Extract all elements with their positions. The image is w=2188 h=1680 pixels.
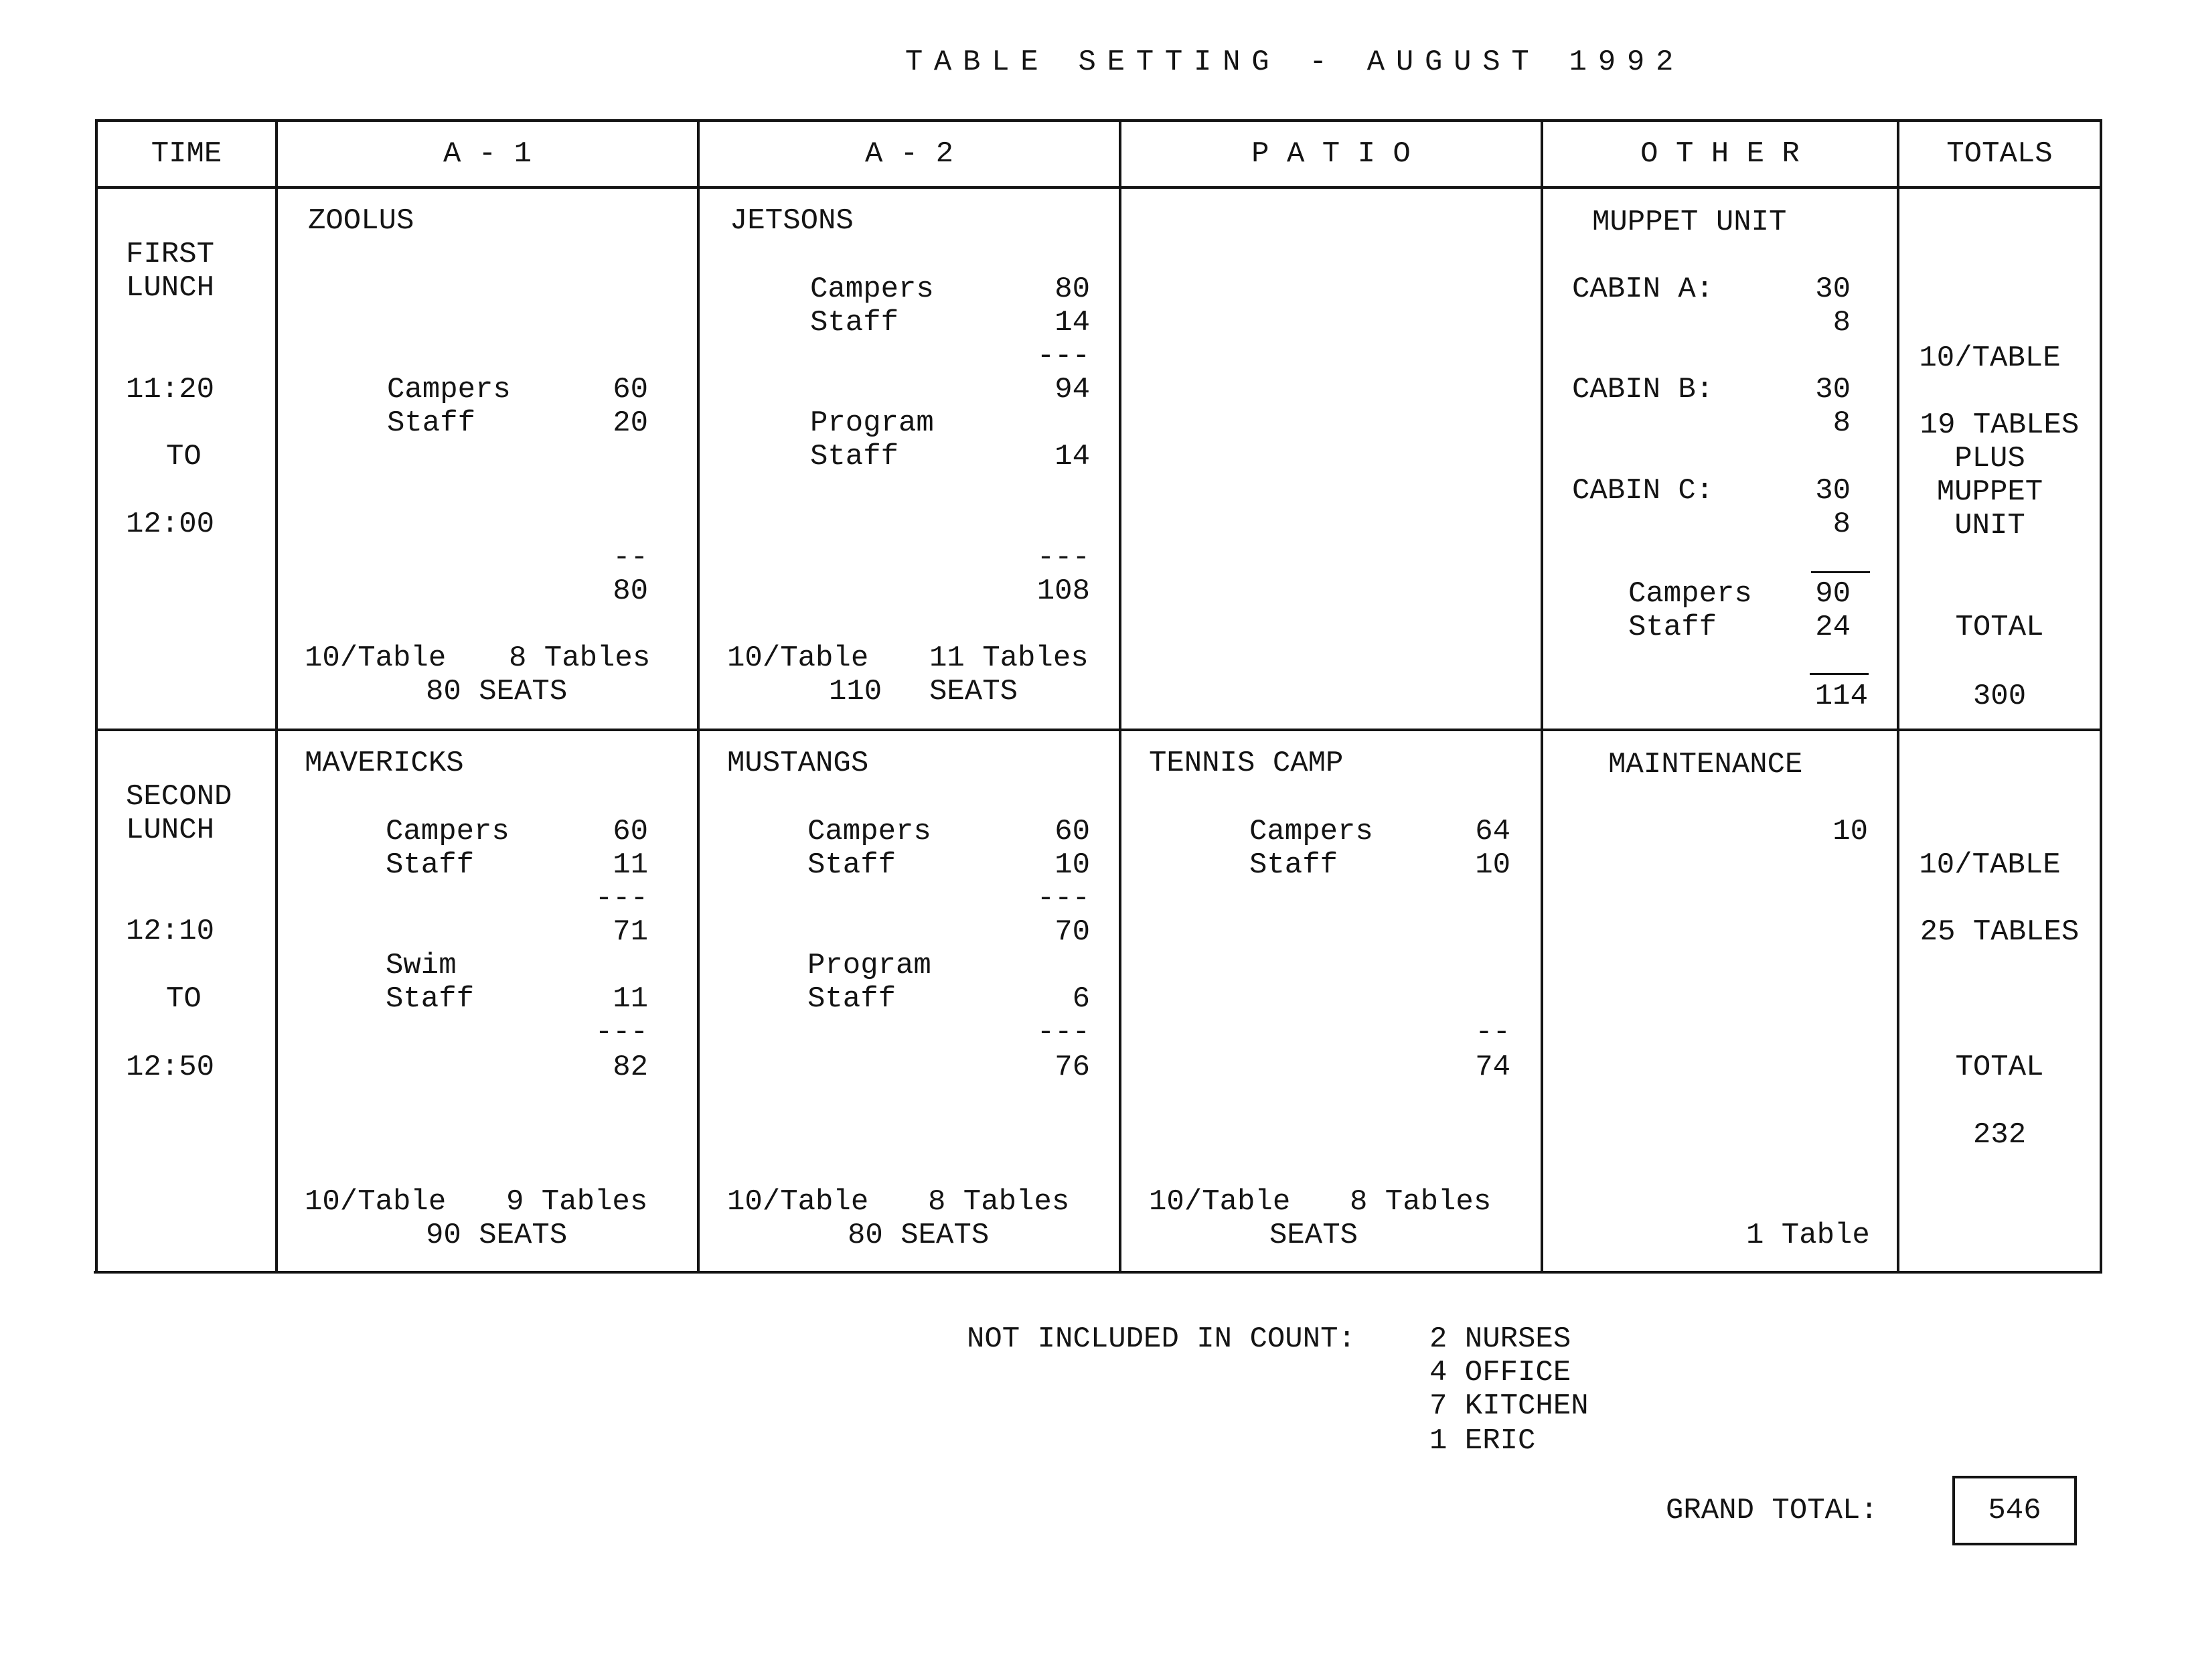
first-other-staff-label: Staff bbox=[1628, 611, 1717, 644]
first-totals-plus: PLUS bbox=[1954, 442, 2025, 475]
first-a2-subtotal-rule: --- bbox=[1036, 339, 1090, 373]
first-lunch-label-1: FIRST bbox=[126, 238, 215, 271]
first-a2-campers-label: Campers bbox=[810, 273, 934, 306]
first-a2-seats-count: 110 bbox=[829, 675, 882, 708]
cabin-b-label: CABIN B: bbox=[1572, 373, 1714, 406]
cabin-b-staff: 8 bbox=[1832, 406, 1851, 440]
first-a1-staff-label: Staff bbox=[387, 406, 476, 440]
cabin-c-label: CABIN C: bbox=[1572, 474, 1714, 508]
first-a2-subtotal: 94 bbox=[1054, 373, 1090, 406]
second-a2-staff-count: 10 bbox=[1054, 848, 1090, 882]
grand-total-label: GRAND TOTAL: bbox=[1666, 1494, 1878, 1527]
second-patio-campers-label: Campers bbox=[1249, 815, 1373, 848]
first-a2-program-staff-count: 14 bbox=[1054, 440, 1090, 473]
first-a2-program-staff-label: Staff bbox=[810, 440, 899, 473]
first-totals-tables: 19 TABLES bbox=[1920, 408, 2080, 442]
second-a2-sum-rule: --- bbox=[1036, 1016, 1090, 1049]
first-lunch-label-2: LUNCH bbox=[126, 271, 215, 305]
first-a1-total: 80 bbox=[613, 575, 648, 608]
table-border-right bbox=[2100, 119, 2102, 1274]
second-a1-total: 82 bbox=[613, 1051, 648, 1084]
first-other-campers-count: 90 bbox=[1815, 577, 1851, 611]
first-a2-campers-count: 80 bbox=[1054, 273, 1090, 306]
first-a1-campers-label: Campers bbox=[387, 373, 511, 406]
first-a2-sum-rule: --- bbox=[1036, 541, 1090, 575]
header-a1: A - 1 bbox=[443, 137, 532, 171]
column-divider-time bbox=[275, 119, 278, 1274]
not-included-item: 4 OFFICE bbox=[1429, 1356, 1571, 1389]
first-other-group-name: MUPPET UNIT bbox=[1592, 206, 1787, 239]
header-totals: TOTALS bbox=[1946, 137, 2053, 171]
second-a2-program-staff-label: Staff bbox=[807, 982, 896, 1016]
not-included-item: 2 NURSES bbox=[1429, 1322, 1571, 1356]
header-a2: A - 2 bbox=[864, 137, 954, 171]
second-lunch-label-1: SECOND bbox=[126, 780, 232, 814]
second-a2-campers-count: 60 bbox=[1054, 815, 1090, 848]
second-lunch-label-2: LUNCH bbox=[126, 814, 215, 847]
first-a2-per-table: 10/Table bbox=[727, 641, 869, 675]
second-a1-subtotal-rule: --- bbox=[595, 882, 648, 915]
second-a1-staff-count: 11 bbox=[613, 848, 648, 882]
first-other-campers-label: Campers bbox=[1628, 577, 1752, 611]
first-other-rule-1 bbox=[1811, 571, 1870, 573]
table-border-top bbox=[95, 119, 2102, 122]
second-a1-swim-staff-count: 11 bbox=[613, 982, 648, 1016]
second-a1-campers-label: Campers bbox=[386, 815, 510, 848]
first-totals-unit: UNIT bbox=[1954, 509, 2025, 542]
second-a1-staff-label: Staff bbox=[386, 848, 475, 882]
first-a2-tables: 11 Tables bbox=[929, 641, 1089, 675]
first-totals-per-table: 10/TABLE bbox=[1919, 341, 2061, 375]
second-patio-tables: 8 Tables bbox=[1350, 1185, 1492, 1219]
second-other-count: 10 bbox=[1832, 815, 1868, 848]
cabin-c-campers: 30 bbox=[1815, 474, 1851, 508]
cabin-a-campers: 30 bbox=[1815, 273, 1851, 306]
first-totals-muppet: MUPPET bbox=[1936, 475, 2043, 509]
second-a2-group-name: MUSTANGS bbox=[727, 747, 869, 780]
second-other-tables: 1 Table bbox=[1746, 1219, 1870, 1252]
second-a1-swim-label: Swim bbox=[386, 949, 457, 982]
second-lunch-start: 12:10 bbox=[126, 915, 215, 948]
grand-total-value: 546 bbox=[1988, 1494, 2041, 1527]
second-a2-program-staff-count: 6 bbox=[1072, 982, 1090, 1016]
first-a2-seats-label: SEATS bbox=[929, 675, 1018, 708]
first-a2-program-label: Program bbox=[810, 406, 934, 440]
second-a2-total: 76 bbox=[1054, 1051, 1090, 1084]
second-totals-total-label: TOTAL bbox=[1955, 1051, 2044, 1084]
first-a1-group-name: ZOOLUS bbox=[308, 204, 414, 238]
second-patio-staff-label: Staff bbox=[1249, 848, 1338, 882]
second-patio-per-table: 10/Table bbox=[1149, 1185, 1291, 1219]
second-a1-sum-rule: --- bbox=[595, 1016, 648, 1049]
second-a1-subtotal: 71 bbox=[613, 915, 648, 949]
cabin-a-staff: 8 bbox=[1832, 306, 1851, 339]
second-patio-group-name: TENNIS CAMP bbox=[1149, 747, 1344, 780]
second-a2-subtotal-rule: --- bbox=[1036, 882, 1090, 915]
header-divider bbox=[95, 186, 2102, 189]
first-lunch-start: 11:20 bbox=[126, 373, 215, 406]
table-border-bottom bbox=[94, 1271, 2101, 1274]
first-lunch-to: TO bbox=[166, 440, 202, 473]
first-a2-staff-label: Staff bbox=[810, 306, 899, 339]
column-divider-patio bbox=[1541, 119, 1543, 1274]
second-lunch-end: 12:50 bbox=[126, 1051, 215, 1084]
first-other-staff-count: 24 bbox=[1815, 611, 1851, 644]
second-a2-tables: 8 Tables bbox=[928, 1185, 1070, 1219]
second-a1-campers-count: 60 bbox=[613, 815, 648, 848]
first-a1-tables: 8 Tables bbox=[509, 641, 651, 675]
second-a1-tables: 9 Tables bbox=[506, 1185, 648, 1219]
second-totals-tables: 25 TABLES bbox=[1920, 915, 2080, 949]
second-a1-group-name: MAVERICKS bbox=[305, 747, 464, 780]
second-patio-total: 74 bbox=[1475, 1051, 1510, 1084]
cabin-c-staff: 8 bbox=[1832, 508, 1851, 541]
second-a2-campers-label: Campers bbox=[807, 815, 931, 848]
second-patio-sum-rule: -- bbox=[1475, 1016, 1510, 1049]
first-totals-total-value: 300 bbox=[1972, 680, 2027, 713]
second-lunch-to: TO bbox=[166, 982, 202, 1016]
not-included-item: 7 KITCHEN bbox=[1429, 1389, 1589, 1423]
second-a2-subtotal: 70 bbox=[1054, 915, 1090, 949]
second-patio-seats: SEATS bbox=[1269, 1219, 1358, 1252]
table-border-left bbox=[95, 119, 98, 1274]
second-patio-campers-count: 64 bbox=[1475, 815, 1510, 848]
first-a2-staff-count: 14 bbox=[1054, 306, 1090, 339]
second-a1-swim-staff-label: Staff bbox=[386, 982, 475, 1016]
second-patio-staff-count: 10 bbox=[1475, 848, 1510, 882]
second-totals-total-value: 232 bbox=[1972, 1118, 2027, 1152]
second-a2-seats: 80 SEATS bbox=[848, 1219, 990, 1252]
row-divider bbox=[95, 729, 2102, 731]
first-lunch-end: 12:00 bbox=[126, 508, 215, 541]
header-time: TIME bbox=[151, 137, 222, 171]
first-a1-campers-count: 60 bbox=[613, 373, 648, 406]
first-a2-total: 108 bbox=[1036, 575, 1090, 608]
cabin-b-campers: 30 bbox=[1815, 373, 1851, 406]
first-a1-seats: 80 SEATS bbox=[426, 675, 568, 708]
first-a2-group-name: JETSONS bbox=[730, 204, 854, 238]
first-a1-staff-count: 20 bbox=[613, 406, 648, 440]
first-totals-total-label: TOTAL bbox=[1955, 611, 2044, 644]
not-included-item: 1 ERIC bbox=[1429, 1424, 1536, 1458]
second-a2-per-table: 10/Table bbox=[727, 1185, 869, 1219]
second-a1-seats: 90 SEATS bbox=[426, 1219, 568, 1252]
page-title: TABLE SETTING - AUGUST 1992 bbox=[905, 46, 1685, 79]
cabin-a-label: CABIN A: bbox=[1572, 273, 1714, 306]
second-a2-staff-label: Staff bbox=[807, 848, 896, 882]
first-a1-per-table: 10/Table bbox=[305, 641, 447, 675]
first-other-rule-2 bbox=[1810, 673, 1869, 675]
not-included-label: NOT INCLUDED IN COUNT: bbox=[967, 1322, 1356, 1356]
header-patio: P A T I O bbox=[1251, 137, 1411, 171]
second-a2-program-label: Program bbox=[807, 949, 931, 982]
second-other-group-name: MAINTENANCE bbox=[1608, 748, 1803, 781]
column-divider-a2 bbox=[1119, 119, 1121, 1274]
first-other-total: 114 bbox=[1814, 680, 1868, 713]
second-totals-per-table: 10/TABLE bbox=[1919, 848, 2061, 882]
first-a1-sum-rule: -- bbox=[613, 541, 648, 575]
second-a1-per-table: 10/Table bbox=[305, 1185, 447, 1219]
header-other: O T H E R bbox=[1640, 137, 1800, 171]
column-divider-a1 bbox=[697, 119, 700, 1274]
